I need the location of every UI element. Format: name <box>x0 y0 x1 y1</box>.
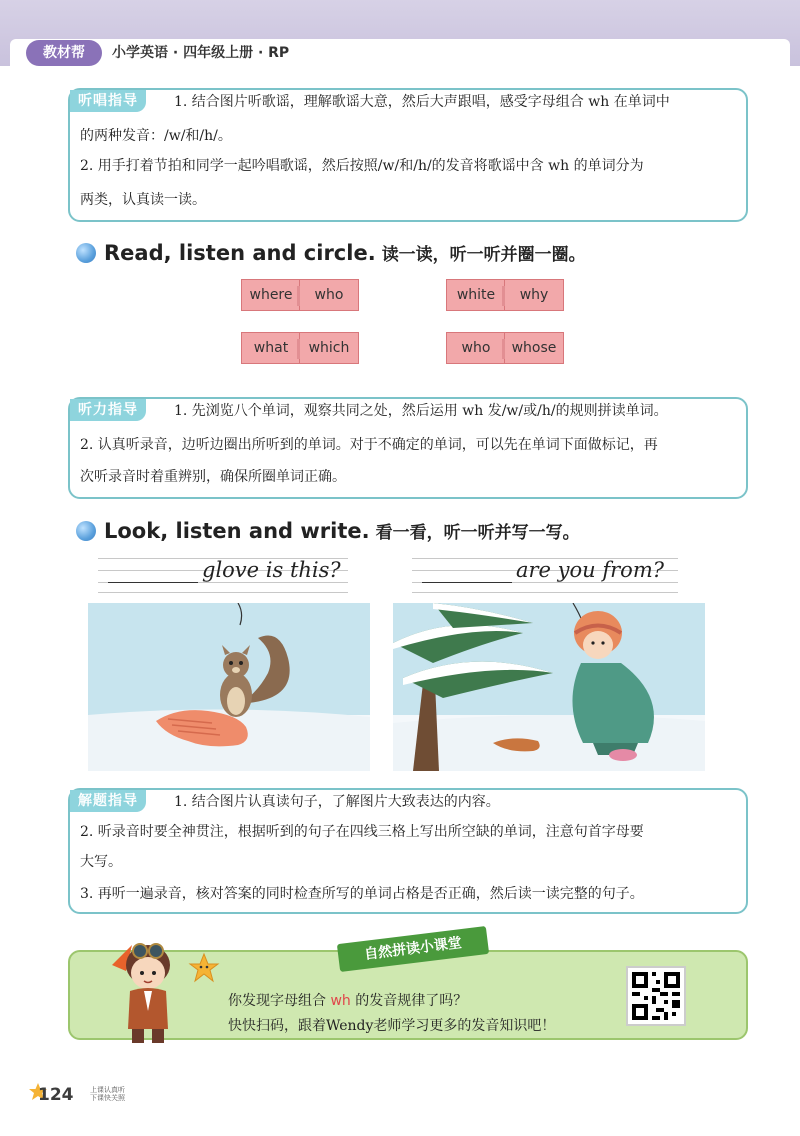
guide-rule <box>412 592 678 593</box>
page-note-line: 上课认真听 <box>90 1086 125 1094</box>
word-pair <box>241 279 359 313</box>
guide-line: 2. 认真听录音，边听边圈出所听到的单词。对于不确定的单词，可以先在单词下面做标记，再 <box>80 437 658 453</box>
bullet-dot-icon <box>76 521 96 541</box>
qr-pattern-icon <box>628 968 684 1024</box>
guide-line: 1. 先浏览八个单词，观察共同之处，然后运用 wh 发/w/或/h/的规则拼读单词。 <box>174 403 668 419</box>
guide-tag: 解题指导 <box>70 790 146 812</box>
squirrel-scene-svg <box>88 603 370 771</box>
word-card[interactable]: who <box>299 279 359 311</box>
word-card[interactable]: what <box>241 332 301 364</box>
page-note <box>90 1086 125 1102</box>
section-title-en: Read, listen and circle. <box>104 240 376 265</box>
guide-line: 次听录音时着重辨别，确保所圈单词正确。 <box>80 469 346 485</box>
word-pair <box>446 279 564 313</box>
writing-phrase: glove is this? <box>202 558 341 582</box>
qr-code-icon[interactable] <box>626 966 686 1026</box>
book-title: 小学英语 · 四年级上册 · RP <box>112 45 290 61</box>
guide-solving <box>68 788 748 914</box>
word-pair <box>241 332 359 366</box>
page-number: 124 <box>38 1085 74 1105</box>
guide-line: 3. 再听一遍录音，核对答案的同时检查所写的单词占格是否正确，然后读一读完整的句子。 <box>80 886 644 902</box>
guide-tag: 听力指导 <box>70 399 146 421</box>
answer-blank[interactable] <box>108 582 198 583</box>
mascot-boy <box>104 925 184 1045</box>
word-card[interactable]: why <box>504 279 564 311</box>
section-title-cn: 看一看，听一听并写一写。 <box>375 523 580 543</box>
phonics-ribbon: 自然拼读小课堂 <box>337 926 489 972</box>
guide-line: 1. 结合图片听歌谣，理解歌谣大意，然后大声跟唱，感受字母组合 wh 在单词中 <box>174 94 670 110</box>
word-card[interactable]: which <box>299 332 359 364</box>
page-note-line: 下课快关照 <box>90 1094 125 1102</box>
word-pair <box>446 332 564 366</box>
guide-tag: 听唱指导 <box>70 90 146 112</box>
guide-line: 1. 结合图片认真读句子，了解图片大致表达的内容。 <box>174 794 500 810</box>
guide-rule <box>98 592 348 593</box>
section-title-en: Look, listen and write. <box>104 518 370 543</box>
bullet-dot-icon <box>76 243 96 263</box>
word-card[interactable]: white <box>446 279 506 311</box>
banner-highlight: wh <box>330 993 351 1009</box>
word-card[interactable]: where <box>241 279 301 311</box>
word-card[interactable]: who <box>446 332 506 364</box>
writing-phrase: are you from? <box>516 558 664 582</box>
banner-text-part: 你发现字母组合 <box>228 993 331 1009</box>
brand-badge: 教材帮 <box>26 40 102 66</box>
writing-line <box>98 554 348 594</box>
guide-line: 的两种发音：/w/和/h/。 <box>80 128 232 144</box>
guide-line: 两类，认真读一读。 <box>80 192 206 208</box>
guide-line: 2. 用手打着节拍和同学一起吟唱歌谣，然后按照/w/和/h/的发音将歌谣中含 wh 的单词分为 <box>80 158 644 174</box>
banner-line-1 <box>228 990 467 1010</box>
section-heading-circle <box>76 240 586 265</box>
guide-line: 2. 听录音时要全神贯注，根据听到的句子在四线三格上写出所空缺的单词，注意句首字母要 <box>80 824 644 840</box>
star-icon <box>188 952 220 984</box>
answer-blank[interactable] <box>422 582 512 583</box>
kid-scene-svg <box>393 603 705 771</box>
star-mascot-icon <box>188 952 220 984</box>
illustration-kid-tree <box>393 603 705 771</box>
writing-line <box>412 554 678 594</box>
illustration-squirrel <box>88 603 370 771</box>
guide-line: 大写。 <box>80 854 122 870</box>
banner-line-2: 快快扫码，跟着Wendy老师学习更多的发音知识吧！ <box>228 1018 556 1034</box>
section-heading-write <box>76 518 580 543</box>
word-card[interactable]: whose <box>504 332 564 364</box>
section-title-cn: 读一读，听一听并圈一圈。 <box>381 245 586 265</box>
banner-text-part: 的发音规律了吗？ <box>350 993 468 1009</box>
mascot-boy-icon <box>104 925 184 1045</box>
guide-listen-sing <box>68 88 748 222</box>
guide-listening <box>68 397 748 499</box>
